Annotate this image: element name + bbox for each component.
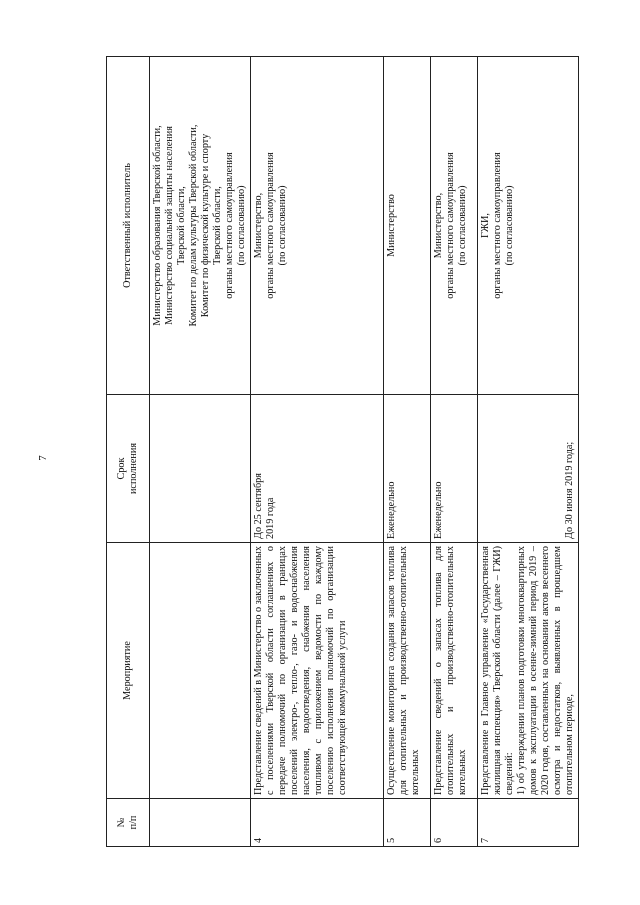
table-row: [478, 57, 579, 847]
row-deadline: [150, 395, 251, 543]
header-executor: Ответственный исполнитель: [107, 57, 150, 395]
row-executor: Министерство, органы местного самоуправления (по согласованию): [431, 57, 478, 395]
page-number: 7: [36, 455, 49, 461]
rotated-table-container: [106, 57, 578, 847]
row-deadline: До 25 сентября 2019 года: [251, 395, 384, 543]
row-deadline: До 30 июня 2019 года;: [478, 395, 579, 543]
header-deadline: Срок исполнения: [107, 395, 150, 543]
table-row: [251, 57, 384, 847]
row-action: Представление сведений о запасах топлива для отопительных и производственно-отопительных котельных: [431, 543, 478, 799]
header-num: № п/п: [107, 799, 150, 847]
table-row: [384, 57, 431, 847]
table-row: [431, 57, 478, 847]
row-executor: Министерство: [384, 57, 431, 395]
row-action: Представление сведений в Министерство о заключенных с поселениями Тверской области соглашениях о передаче полномочий по организации в границах поселений электро-, тепло-, газо- и водоснабжения населения, водоотведения, снабжения населения топливом с приложением ведомости по каждому поселению исполнения полномочий по организации соответствующей коммунальной услуги: [251, 543, 384, 799]
row-num: [150, 799, 251, 847]
row-executor: Министерство, органы местного самоуправления (по согласованию): [251, 57, 384, 395]
row-num: 4: [251, 799, 384, 847]
row-deadline: Еженедельно: [431, 395, 478, 543]
measures-table: [106, 56, 579, 847]
row-executor: ГЖИ, органы местного самоуправления (по согласованию): [478, 57, 579, 395]
row-num: 7: [478, 799, 579, 847]
row-deadline: Еженедельно: [384, 395, 431, 543]
row-action: [150, 543, 251, 799]
table-row: [150, 57, 251, 847]
row-action: Осуществление мониторинга создания запасов топлива для отопительных и производственно-отопительных котельных: [384, 543, 431, 799]
row-executor: Министерство образования Тверской области, Министерство социальной защиты населения Тверской области, Комитет по делам культуры Тверской области, Комитет по физической культуре и спорту Тверской области, органы местного самоуправления (по согласованию): [150, 57, 251, 395]
header-action: Мероприятие: [107, 543, 150, 799]
row-num: 6: [431, 799, 478, 847]
table-header-row: [107, 57, 150, 847]
row-action: Представление в Главное управление «Государственная жилищная инспекция» Тверской области (далее – ГЖИ) сведений: 1) об утверждении планов подготовки многоквартирных домов к эксплуатации в осенне-зимний период 2019 – 2020 годов, составленных на основании актов весеннего осмотра и недостатков, выявленных в прошедшем отопительном периоде,: [478, 543, 579, 799]
row-num: 5: [384, 799, 431, 847]
